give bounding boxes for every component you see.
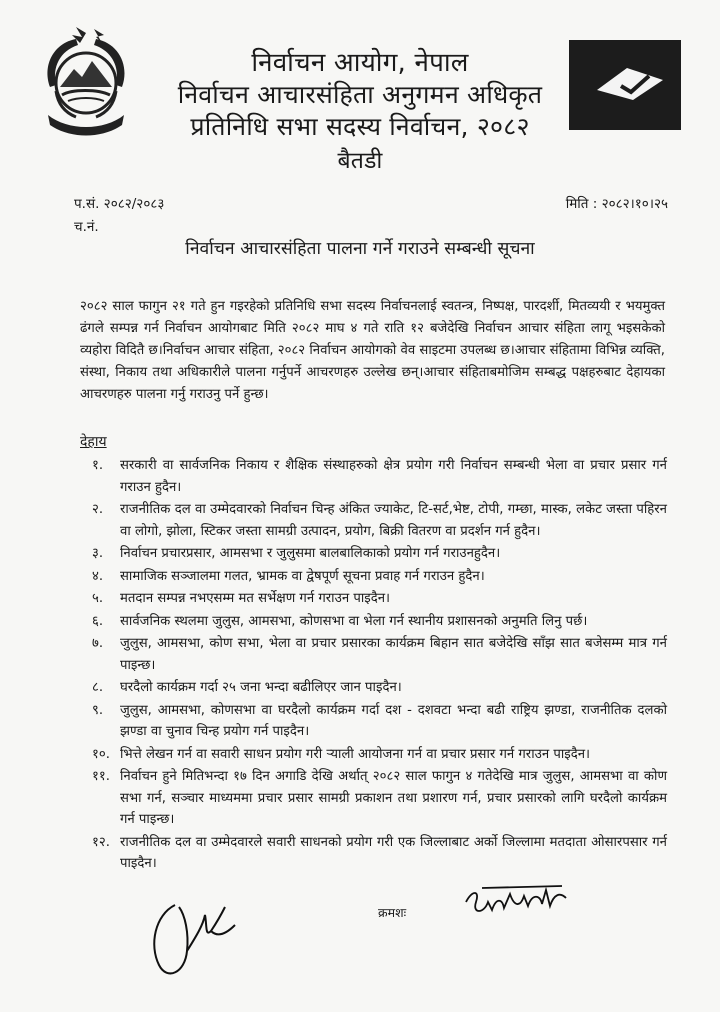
list-item: ६. सार्वजनिक स्थलमा जुलुस, आमसभा, कोणसभा वा भेला गर्न स्थानीय प्रशासनको अनुमति लिनु पर्छ। [92,613,588,629]
dispatch-number: च.नं. [74,219,99,235]
list-item: ८. घरदैलो कार्यक्रम गर्दा २५ जना भन्दा बढीलिएर जान पाइदैन। [92,680,402,695]
list-item: ९. जुलुस, आमसभा, कोणसभा वा घरदैलो कार्यक्रम गर्दा दश - दशवटा भन्दा बढी राष्ट्रिय झण्डा, राजनीतिक दलको झण्डा वा चुनाव चिन्ह प्रयोग गर्न पाइदैन। [92,702,667,739]
notice-body: २०८२ साल फागुन २१ गते हुन गइरहेको प्रतिनिधि सभा सदस्य निर्वाचनलाई स्वतन्त्र, निष्पक्ष, पारदर्शी, मितव्ययी र भयमुक्त ढंगले सम्पन्न गर्न निर्वाचन आयोगबाट मिति २०८२ माघ ४ गते राति १२ बजेदेखि निर्वाचन आचार संहिता लागू भइसकेको व्यहोरा विदितै छ।निर्वाचन आचार संहिता, २०८२ निर्वाचन आयोगको वेव साइटमा उपलब्ध छ।आचार संहितामा विभिन्न व्यक्ति, संस्था, निकाय तथा अधिकारीले पालना गर्नुपर्ने आचरणहरु उल्लेख छन्।आचार संहिताबमोजिम सम्बद्ध पक्षहरुबाट देहायका आचरणहरु पालना गर्नु गराउनु पर्ने हुन्छ। [80,299,665,402]
signature-right-icon [462,880,574,922]
letterhead [140,48,580,178]
notice-date: मिति : २०८२।१०।२५ [565,196,668,212]
list-item: ३. निर्वाचन प्रचारप्रसार, आमसभा र जुलुसमा बालबालिकाको प्रयोग गर्न गराउनहुदैन। [92,546,501,561]
office-name: निर्वाचन आचारसंहिता अनुगमन अधिकृत [177,80,543,109]
list-item: १. सरकारी वा सार्वजनिक निकाय र शैक्षिक संस्थाहरुको क्षेत्र प्रयोग गरी निर्वाचन सम्बन्धी भेला वा प्रचार प्रसार गर्न गराउन हुदैन। [92,458,667,495]
election-name: प्रतिनिधि सभा सदस्य निर्वाचन, २०८२ [190,112,530,141]
org-name: निर्वाचन आयोग, नेपाल [251,48,469,78]
list-item: २. राजनीतिक दल वा उम्मेदवारको निर्वाचन चिन्ह अंकित ज्याकेट, टि-सर्ट,भेष्ट, टोपी, गम्छा, मास्क, लकेट जस्ता पहिरन वा लोगो, झोला, स्टिकर जस्ता सामग्री उत्पादन, प्रयोग, बिक्री वितरण वा प्रदर्शन गर्न हुदैन। [92,502,667,539]
signature-left-icon [145,885,240,983]
list-item: ४. सामाजिक सञ्जालमा गलत, भ्रामक वा द्वेषपूर्ण सूचना प्रवाह गर्न गराउन हुदैन। [92,568,485,584]
election-commission-logo [569,40,681,130]
list-item: ७. जुलुस, आमसभा, कोण सभा, भेला वा प्रचार प्रसारका कार्यक्रम बिहान सात बजेदेखि साँझ सात बजेसम्म मात्र गर्न पाइन्छ। [92,636,667,673]
reference-number: प.सं. २०८२/२०८३ [74,196,165,212]
ballot-slip-icon [591,64,667,102]
list-item: ११. निर्वाचन हुने मितिभन्दा १७ दिन अगाडि देखि अर्थात् २०८२ साल फागुन ४ गतेदेखि मात्र जुलुस, आमसभा वा कोण सभा गर्न, सञ्चार माध्यममा प्रचार प्रसार सामग्री प्रकाशन तथा प्रशारण गर्न, प्रचार प्रसारको लागि घरदैलो कार्यक्रम गर्न पाइन्छ। [92,769,667,827]
list-item: ५. मतदान सम्पन्न नभएसम्म मत सर्भेक्षण गर्न गराउन पाइदैन। [92,591,391,606]
nepal-emblem-icon [38,25,134,149]
notice-subject: निर्वाचन आचारसंहिता पालना गर्ने गराउने सम्बन्धी सूचना [185,239,535,259]
rules-list [92,455,667,876]
district-name: बैतडी [337,148,383,174]
dehay-heading: देहाय [80,434,107,450]
continued-label: क्रमशः [378,905,407,920]
list-item: १२. राजनीतिक दल वा उम्मेदवारले सवारी साधनको प्रयोग गरी एक जिल्लाबाट अर्को जिल्लामा मतदाता ओसारपसार गर्न पाइदैन। [92,834,667,871]
list-item: १०. भित्ते लेखन गर्न वा सवारी साधन प्रयोग गरी र्‍याली आयोजना गर्न वा प्रचार प्रसार गर्न गराउन पाइदैन। [92,746,591,762]
